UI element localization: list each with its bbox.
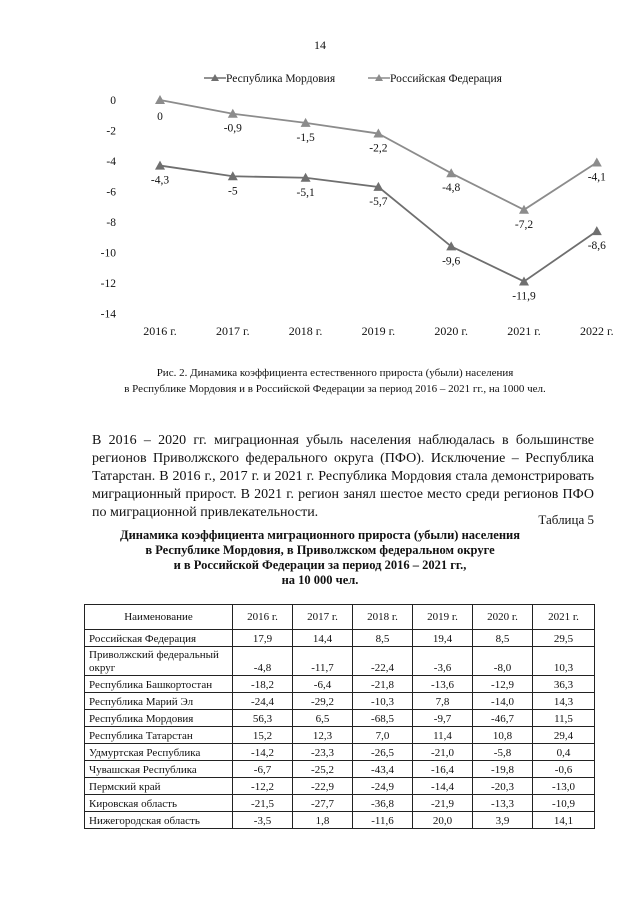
value-cell: 29,4 [533,727,595,744]
data-label: -5 [228,185,238,198]
header-2018: 2018 г. [353,605,413,630]
value-cell: -14,4 [413,778,473,795]
value-cell: 1,8 [293,812,353,829]
table-row [85,630,595,647]
value-cell: -21,8 [353,676,413,693]
data-point-marker [155,95,165,104]
value-cell: -14,0 [473,693,533,710]
header-2020: 2020 г. [473,605,533,630]
value-cell: 56,3 [233,710,293,727]
value-cell: 8,5 [473,630,533,647]
value-cell: -36,8 [353,795,413,812]
x-tick-label: 2017 г. [216,324,250,338]
x-tick-label: 2020 г. [434,324,468,338]
value-cell: -22,4 [353,647,413,676]
value-cell: -13,3 [473,795,533,812]
value-cell: -21,0 [413,744,473,761]
value-cell: -13,0 [533,778,595,795]
value-cell: 10,8 [473,727,533,744]
table-title-line-2: в Республике Мордовия, в Приволжском федеральном округе [145,543,495,557]
value-cell: -11,7 [293,647,353,676]
value-cell: -24,4 [233,693,293,710]
value-cell: 10,3 [533,647,595,676]
value-cell: 3,9 [473,812,533,829]
region-name-cell: Кировская область [85,795,233,812]
value-cell: 14,3 [533,693,595,710]
x-tick-label: 2018 г. [288,324,323,338]
header-2021: 2021 г. [533,605,595,630]
value-cell: -3,5 [233,812,293,829]
table-row [85,744,595,761]
value-cell: -68,5 [353,710,413,727]
header-name: Наименование [85,605,233,630]
value-cell: 29,5 [533,630,595,647]
value-cell: 7,8 [413,693,473,710]
region-name-cell: Республика Марий Эл [85,693,233,710]
value-cell: -24,9 [353,778,413,795]
value-cell: -12,9 [473,676,533,693]
value-cell: -20,3 [473,778,533,795]
value-cell: 11,5 [533,710,595,727]
value-cell: 14,4 [293,630,353,647]
table-row [85,778,595,795]
table-row [85,812,595,829]
value-cell: -27,7 [293,795,353,812]
region-name-cell: Пермский край [85,778,233,795]
table-row [85,647,595,676]
value-cell: -18,2 [233,676,293,693]
caption-line-2: в Республике Мордовия и в Российской Федерации за период 2016 – 2021 гг., на 1000 чел. [124,383,546,395]
x-tick-label: 2016 г. [143,324,177,338]
value-cell: -3,6 [413,647,473,676]
table-row [85,710,595,727]
data-label: -1,5 [296,131,315,144]
table-title-line-1: Динамика коэффициента миграционного прироста (убыли) населения [119,528,521,542]
value-cell: -43,4 [353,761,413,778]
value-cell: -22,9 [293,778,353,795]
value-cell: -6,7 [233,761,293,778]
y-tick-label: -2 [106,125,116,138]
region-name-cell: Приволжский федеральный округ [85,647,233,676]
value-cell: -9,7 [413,710,473,727]
data-label: -11,9 [512,290,536,303]
series-line-1 [160,100,597,210]
value-cell: -12,2 [233,778,293,795]
migration-table [84,604,595,829]
data-label: -4,3 [150,174,170,187]
value-cell: -21,9 [413,795,473,812]
value-cell: -0,6 [533,761,595,778]
value-cell: -6,4 [293,676,353,693]
data-point-marker [592,226,602,235]
region-name-cell: Нижегородская область [85,812,233,829]
table-row [85,795,595,812]
x-tick-label: 2022 г. [580,324,614,338]
region-name-cell: Российская Федерация [85,630,233,647]
value-cell: -8,0 [473,647,533,676]
region-name-cell: Республика Мордовия [85,710,233,727]
y-tick-label: -8 [106,217,116,229]
value-cell: -10,3 [353,693,413,710]
caption-line-1: Рис. 2. Динамика коэффициента естественного прироста (убыли) населения [156,367,514,379]
value-cell: -14,2 [233,744,293,761]
value-cell: -11,6 [353,812,413,829]
data-point-marker [519,205,529,214]
value-cell: 15,2 [233,727,293,744]
legend-label-1: Российская Федерация [390,73,502,85]
header-2019: 2019 г. [413,605,473,630]
body-paragraph: В 2016 – 2020 гг. миграционная убыль населения наблюдалась в большинстве регионов Приволжского федерального округа (ПФО). Исключение – Республика Татарстан. В 2016 г., 2017 г. и 2021 г. Республика Мордовия стала демонстрировать миграционный прирост. В 2021 г. регион занял шестое место среди регионов ПФО по миграционной привлекательности. [92,433,594,520]
data-label: -4,1 [587,171,606,184]
value-cell: -4,8 [233,647,293,676]
data-label: -9,6 [442,255,461,268]
table-row [85,761,595,778]
table-header-row [85,605,595,630]
value-cell: 14,1 [533,812,595,829]
data-label: -4,8 [442,182,461,195]
value-cell: -10,9 [533,795,595,812]
data-label: -7,2 [514,218,534,231]
data-point-marker [155,161,165,170]
table-title-line-3: и в Российской Федерации за период 2016 – 2021 гг., [173,558,467,572]
value-cell: -5,8 [473,744,533,761]
value-cell: -21,5 [233,795,293,812]
legend-label-0: Республика Мордовия [226,73,336,85]
value-cell: -46,7 [473,710,533,727]
value-cell: 6,5 [293,710,353,727]
y-tick-label: -4 [106,156,116,168]
data-label: -5,7 [369,195,388,208]
table-row [85,727,595,744]
data-label: -5,1 [296,186,315,199]
table-title [100,528,540,588]
figure-caption [70,365,600,397]
value-cell: 0,4 [533,744,595,761]
page-number: 14 [314,38,326,52]
value-cell: -13,6 [413,676,473,693]
data-label: -0,9 [223,122,242,135]
value-cell: 12,3 [293,727,353,744]
value-cell: -26,5 [353,744,413,761]
region-name-cell: Чувашская Республика [85,761,233,778]
value-cell: 7,0 [353,727,413,744]
data-label: 0 [157,111,163,123]
data-point-marker [519,276,529,285]
value-cell: 36,3 [533,676,595,693]
data-label: -2,2 [369,142,388,155]
y-tick-label: -12 [100,278,116,290]
y-tick-label: -6 [106,186,116,199]
value-cell: 8,5 [353,630,413,647]
y-tick-label: -10 [100,247,116,260]
value-cell: 17,9 [233,630,293,647]
line-chart [0,58,640,348]
y-tick-label: 0 [110,95,116,107]
x-tick-label: 2019 г. [361,324,396,338]
value-cell: -19,8 [473,761,533,778]
region-name-cell: Удмуртская Республика [85,744,233,761]
data-point-marker [446,168,456,177]
data-point-marker [592,158,602,167]
value-cell: 11,4 [413,727,473,744]
value-cell: 20,0 [413,812,473,829]
data-label: -8,6 [587,240,606,253]
y-tick-label: -14 [100,308,116,321]
value-cell: -16,4 [413,761,473,778]
value-cell: -23,3 [293,744,353,761]
table-title-line-4: на 10 000 чел. [281,573,359,587]
table-number: Таблица 5 [538,512,594,527]
header-2016: 2016 г. [233,605,293,630]
value-cell: 19,4 [413,630,473,647]
table-row [85,693,595,710]
x-tick-label: 2021 г. [507,324,541,338]
region-name-cell: Республика Башкортостан [85,676,233,693]
value-cell: -29,2 [293,693,353,710]
region-name-cell: Республика Татарстан [85,727,233,744]
value-cell: -25,2 [293,761,353,778]
table-row [85,676,595,693]
header-2017: 2017 г. [293,605,353,630]
